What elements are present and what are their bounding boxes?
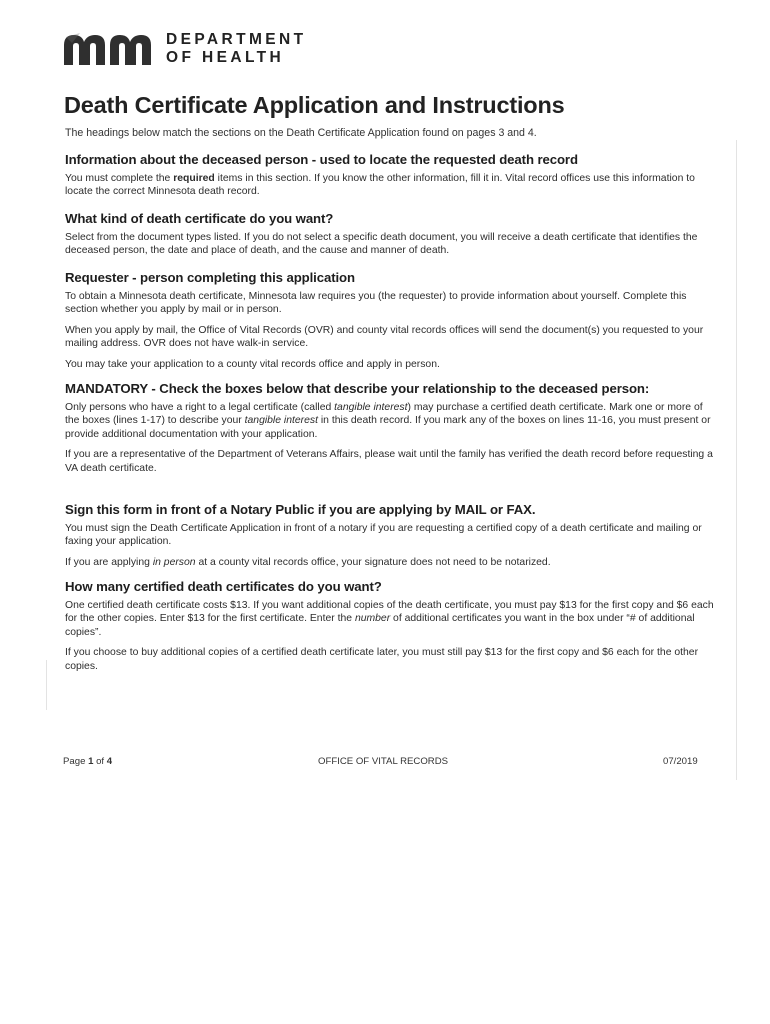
section-notary [65,502,715,576]
section-paragraph: If you are a representative of the Department of Veterans Affairs, please wait until the family has verified the death record before requesting a VA death certificate. [65,449,713,474]
section-mandatory-relationship [65,381,715,482]
mn-logo-icon [62,31,158,67]
section-heading: Information about the deceased person - used to locate the requested death record [65,152,578,167]
scan-edge-mark [46,660,47,710]
section-deceased-info [65,152,715,206]
section-heading: Sign this form in front of a Notary Public if you are applying by MAIL or FAX. [65,502,536,517]
section-certificate-kind [65,211,715,265]
section-paragraph: Select from the document types listed. If you do not select a specific death document, you will receive a death certificate that identifies the deceased person, the date and place of death, and the cause and manner of death. [65,232,698,257]
section-paragraph: If you choose to buy additional copies of a certified death certificate later, you must still pay $13 for the first copy and $6 each for the other copies. [65,647,699,672]
intro-text: The headings below match the sections on the Death Certificate Application found on pages 3 and 4. [65,127,537,139]
section-paragraph: One certified death certificate costs $13. If you want additional copies of the death certificate, you must pay $13 for the first copy and $6 each for the other copies. Enter $13 for the first certificate. Enter the number of additional certificates you want in the box under “# of additional copies”. [65,600,714,638]
section-paragraph: You may take your application to a county vital records office and apply in person. [65,358,440,370]
dept-line-2: OF HEALTH [166,49,285,66]
revision-date: 07/2019 [663,756,698,767]
section-paragraph: To obtain a Minnesota death certificate, Minnesota law requires you (the requester) to provide information about yourself. Complete this section whether you apply by mail or in person. [65,291,687,316]
section-paragraph: You must sign the Death Certificate Application in front of a notary if you are requesting a certified copy of a death certificate and mailing or faxing your application. [65,523,702,548]
dept-line-1: DEPARTMENT [166,31,307,48]
section-paragraph: If you are applying in person at a county vital records office, your signature does not need to be notarized. [65,556,551,568]
scan-edge-line [736,140,737,780]
section-heading: MANDATORY - Check the boxes below that describe your relationship to the deceased person: [65,381,650,396]
section-heading: What kind of death certificate do you want? [65,211,334,226]
section-paragraph: Only persons who have a right to a legal certificate (called tangible interest) may purchase a certified death certificate. Mark one or more of the boxes (lines 1-17) to describe your tangible interest in this death record. If you mark any of the boxes on lines 11-16, you must present or provide additional documentation with your application. [65,402,711,440]
page-number: Page 1 of 4 [63,756,113,767]
section-heading: How many certified death certificates do you want? [65,579,382,594]
department-name [166,31,307,67]
department-logo [62,31,307,67]
section-certificate-count [65,579,715,680]
office-name: OFFICE OF VITAL RECORDS [318,756,449,767]
page-title: Death Certificate Application and Instructions [64,92,565,118]
section-paragraph: When you apply by mail, the Office of Vital Records (OVR) and county vital records offices will send the document(s) you requested to your mailing address. OVR does not have walk-in service. [65,324,704,350]
section-heading: Requester - person completing this application [65,270,355,285]
section-paragraph: You must complete the required items in this section. If you know the other information, fill it in. Vital record offices use this information to locate the correct Minnesota death record. [65,173,695,198]
section-requester [65,270,715,378]
